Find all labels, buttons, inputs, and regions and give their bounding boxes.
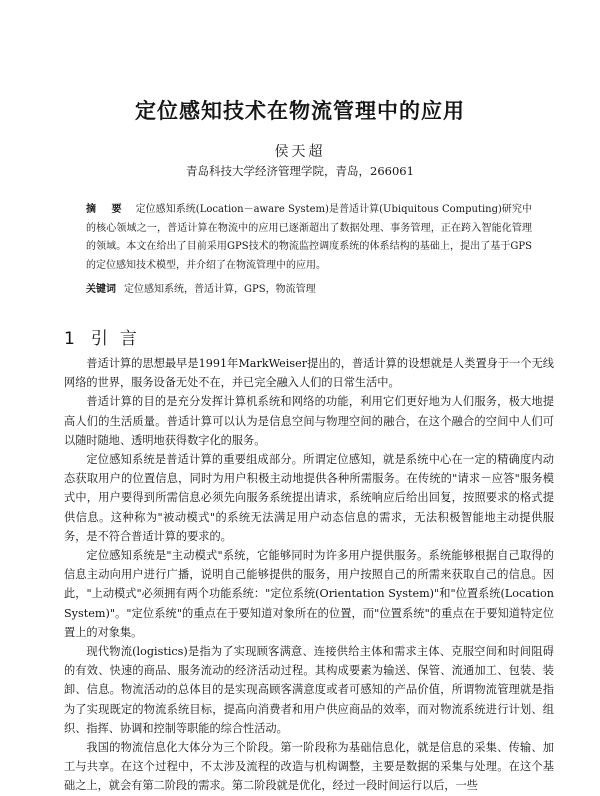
- author-affiliation: 青岛科技大学经济管理学院，青岛，266061: [186, 164, 414, 178]
- section-title: 引言: [90, 329, 149, 349]
- paragraph: 我国的物流信息化大体分为三个阶段。第一阶段称为基础信息化，就是信息的采集、传输、加工与共享。在这个过程中，不太涉及流程的改造与机构调整，主要是数据的采集与处理。在这个基础之上，就会有第二阶段的需求。第二阶段就是优化，经过一段时间运行以后，一些: [64, 741, 554, 793]
- section-body: [64, 354, 554, 796]
- paper-title: 定位感知技术在物流管理中的应用: [135, 99, 465, 123]
- author-name: 侯天超: [274, 144, 326, 160]
- paragraph: 现代物流(logistics)是指为了实现顾客满意、连接供给主体和需求主体、克服空间和时间阻碍的有效、快速的商品、服务流动的经济活动过程。其构成要素为输送、保管、流通加工、包装、装卸、信息。物流活动的总体目的是实现高顾客满意度或者可感知的产品价值，所谓物流管理就是指为了实现既定的物流系统目标，提高向消费者和用户供应商品的效率，而对物流系统进行计划、组织、指挥、协调和控制等职能的综合性活动。: [64, 645, 554, 735]
- paragraph: 普适计算的目的是充分发挥计算机系统和网络的功能，利用它们更好地为人们服务，极大地提高人们的生活质量。普适计算可以认为是信息空间与物理空间的融合，在这个融合的空间中人们可以随时随地、透明地获得数字化的服务。: [64, 395, 554, 447]
- paragraph: 普适计算的思想最早是1991年MarkWeiser提出的，普适计算的设想就是人类置身于一个无线网络的世界，服务设备无处不在，并已完全融入人们的日常生活中。: [64, 357, 554, 390]
- abstract-text: 定位感知系统(Location－aware System)是普适计算(Ubiquitous Computing)研究中的核心领域之一，普适计算在物流中的应用已逐渐超出了数据处理、事务管理，正在跨入智能化管理的领域。本文在给出了目前采用GPS技术的物流监控调度系统的体系结构的基础上，提出了基于GPS的定位感知技术模型，并介绍了在物流管理中的应用。: [86, 204, 532, 271]
- paragraph: 定位感知系统是普适计算的重要组成部分。所谓定位感知，就是系统中心在一定的精确度内动态获取用户的位置信息，同时为用户积极主动地提供各种所需服务。在传统的"请求－应答"服务模式中，用户要得到所需信息必须先向服务系统提出请求，系统响应后给出回复，按照要求的格式提供信息。这种称为"被动模式"的系统无法满足用户动态信息的需求，无法积极智能地主动提供服务，是不符合普适计算的要求的。: [64, 453, 554, 543]
- keywords: [86, 282, 532, 298]
- section-heading: [64, 324, 149, 349]
- keywords-label: 关键词: [86, 284, 116, 295]
- paragraph: 定位感知系统是"主动模式"系统，它能够同时为许多用户提供服务。系统能够根据自己取得的信息主动向用户进行广播，说明自己能够提供的服务，用户按照自己的所需来获取自己的信息。因此，"上动模式"必须拥有两个功能系统："定位系统(Orientation System)"和"位置系统(Location System)"。"定位系统"的重点在于要知道对象所在的位置，而"位置系统"的重点在于要知道特定位置上的对象集。: [64, 549, 554, 639]
- section-number: 1: [64, 329, 75, 349]
- abstract-label: 摘 要: [86, 204, 128, 215]
- keywords-text: 定位感知系统，普适计算，GPS，物流管理: [124, 284, 316, 295]
- abstract: [86, 201, 532, 275]
